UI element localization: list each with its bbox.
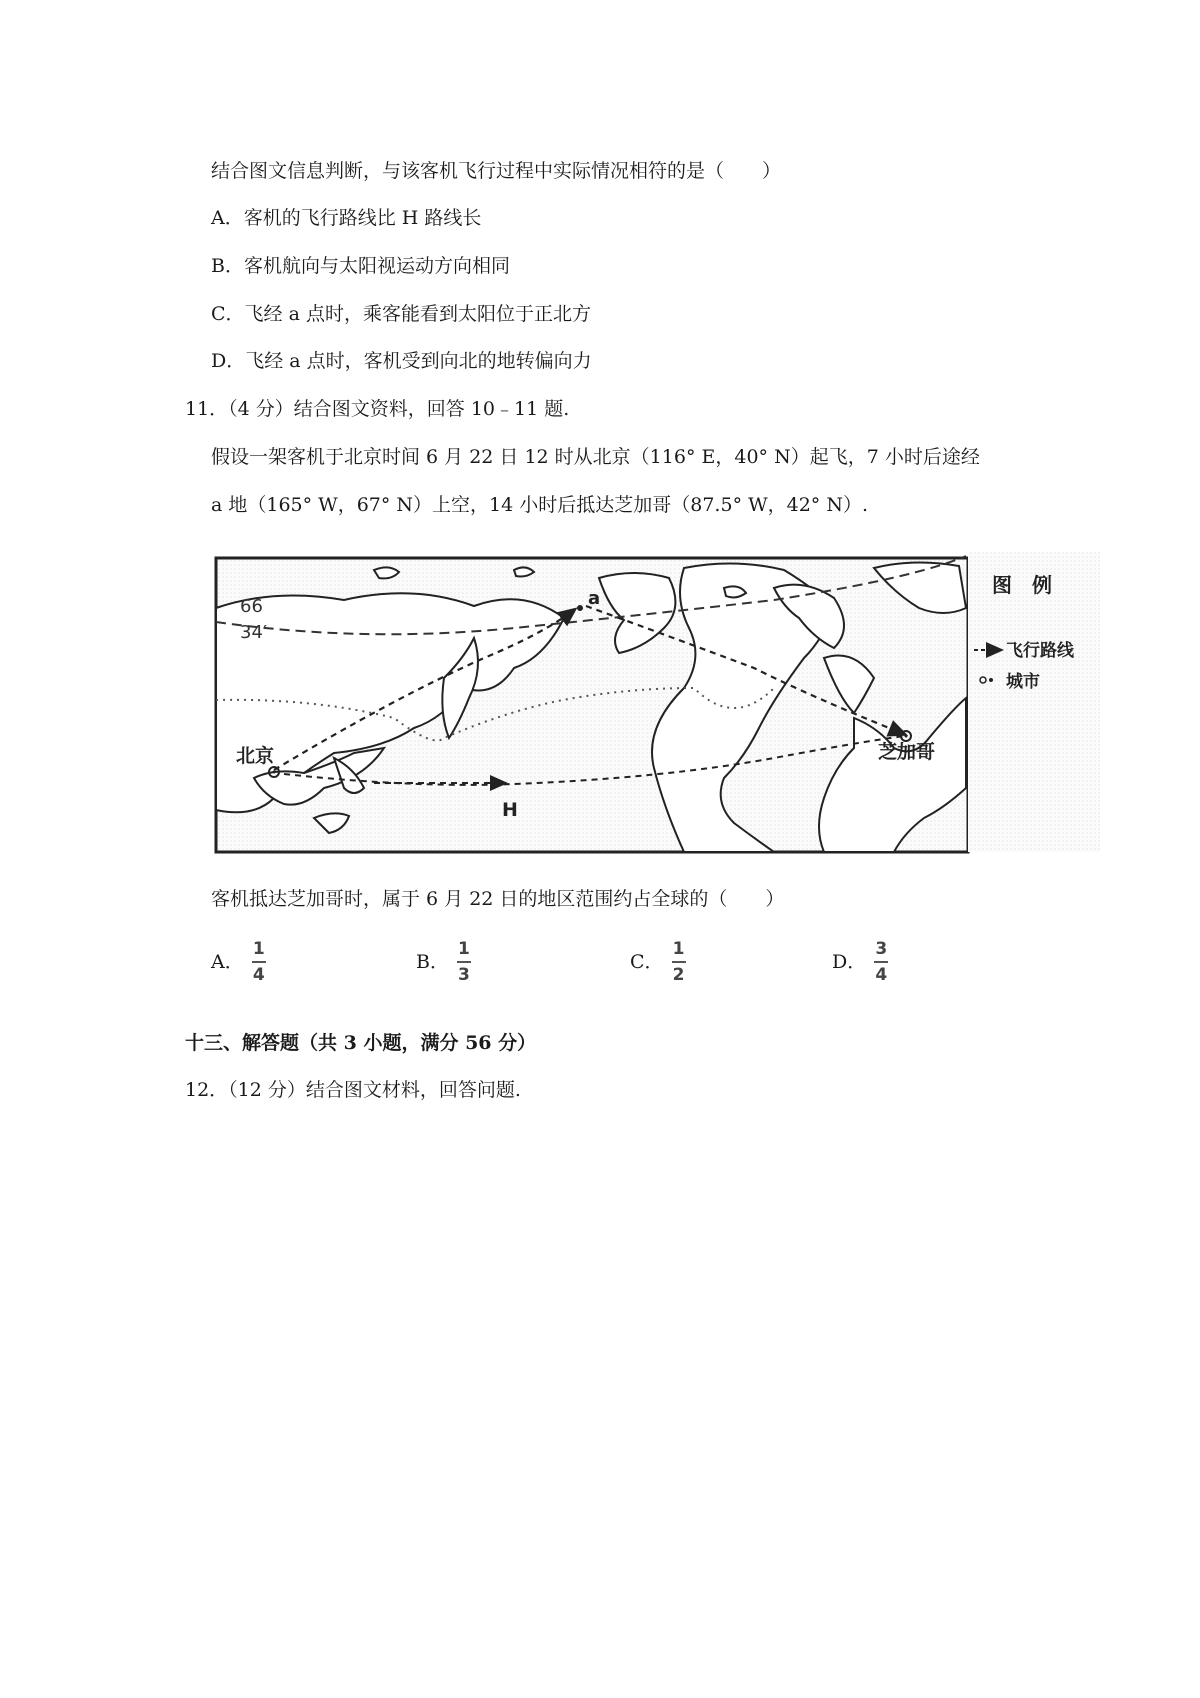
- q11-question: 客机抵达芝加哥时，属于 6 月 22 日的地区范围约占全球的（ ）: [211, 888, 785, 910]
- q11-option-a: A． $\frac{1}{4}$: [211, 939, 265, 985]
- legend-title: 图 例: [992, 573, 1052, 597]
- q10-option-d: D．飞经 a 点时，客机受到向北的地转偏向力: [211, 350, 592, 372]
- q12-header: 12．（12 分）结合图文材料，回答问题.: [185, 1079, 521, 1101]
- fraction-b: $\frac{1}{3}$: [458, 939, 470, 985]
- route-map-figure: [214, 548, 1102, 854]
- fraction-a: $\frac{1}{4}$: [252, 939, 265, 985]
- fraction-c: $\frac{1}{2}$: [672, 939, 685, 985]
- beijing-label: 北京: [236, 745, 275, 767]
- chicago-label: 芝加哥: [878, 741, 936, 763]
- route-h-label: H: [502, 799, 518, 821]
- legend-city-label: 城市: [1006, 672, 1040, 692]
- q10-option-a: A．客机的飞行路线比 H 路线长: [211, 207, 482, 229]
- q11-option-c: C． $\frac{1}{2}$: [630, 939, 685, 985]
- q10-stem: 结合图文信息判断，与该客机飞行过程中实际情况相符的是（ ）: [211, 160, 782, 182]
- q11-text-line1: 假设一架客机于北京时间 6 月 22 日 12 时从北京（116° E，40° N）起飞，7 小时后途经: [211, 446, 980, 468]
- legend-route-label: 飞行路线: [1006, 641, 1074, 661]
- q11-option-d: D． $\frac{3}{4}$: [832, 939, 888, 985]
- legend-area: [968, 552, 1100, 852]
- q10-option-b: B．客机航向与太阳视运动方向相同: [211, 255, 510, 277]
- q10-option-c: C．飞经 a 点时，乘客能看到太阳位于正北方: [211, 303, 591, 325]
- latitude-label-34: 34′: [240, 622, 267, 643]
- q11-option-b: B． $\frac{1}{3}$: [416, 939, 470, 985]
- point-a-marker: [577, 605, 583, 611]
- fraction-d: $\frac{3}{4}$: [875, 939, 888, 985]
- latitude-label-66: 66: [240, 596, 263, 617]
- point-a-label: a: [588, 588, 601, 609]
- q11-text-line2: a 地（165° W，67° N）上空，14 小时后抵达芝加哥（87.5° W，42° N）.: [211, 494, 869, 516]
- route-map-svg: [214, 548, 1102, 854]
- section-13-title: 十三、解答题（共 3 小题，满分 56 分）: [185, 1032, 537, 1054]
- q11-header: 11．（4 分）结合图文资料，回答 10﹣11 题.: [185, 398, 570, 420]
